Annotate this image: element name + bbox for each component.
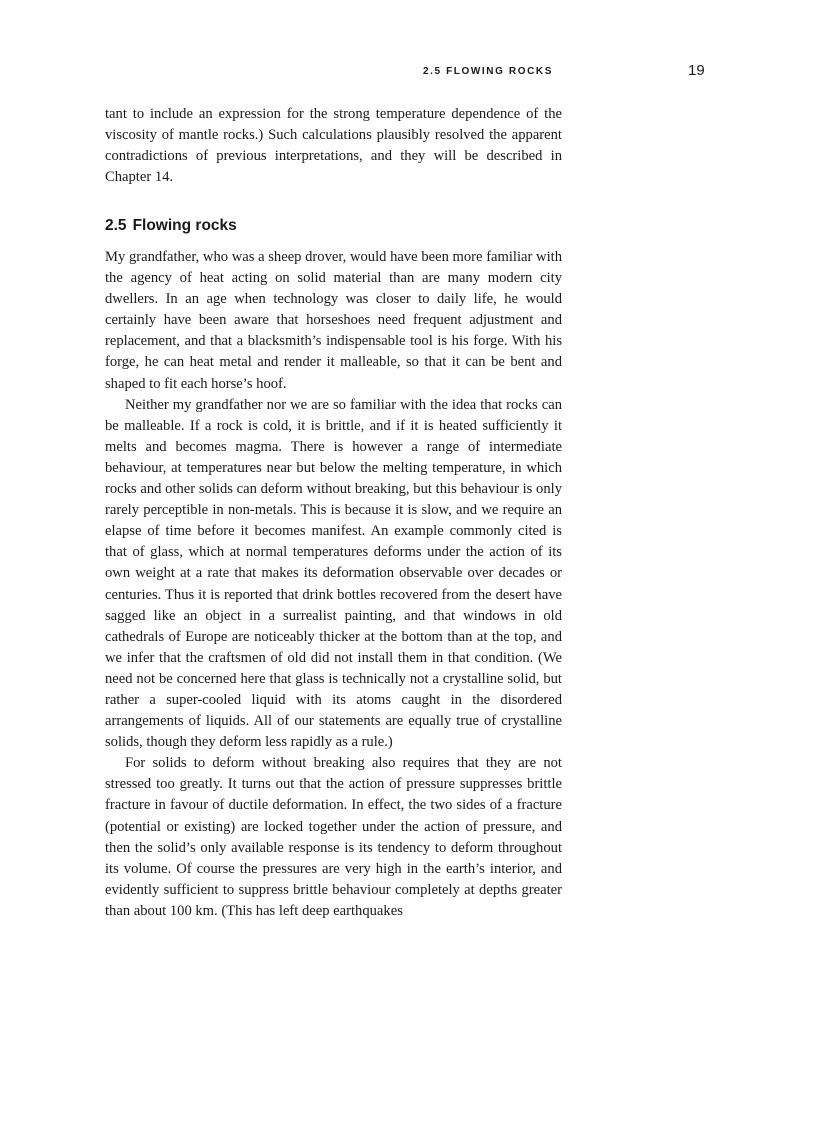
continuation-paragraph: tant to include an expression for the strong temperature dependence of the viscosity of mantle rocks.) Such calculations plausibly resolved the apparent contradictions of previous interpretations, and they will be described in Chapter 14. [105, 106, 562, 186]
page-number: 19 [688, 62, 705, 79]
section-number: 2.5 [105, 217, 127, 234]
section-body [105, 247, 562, 922]
body-paragraph-3: For solids to deform without breaking also requires that they are not stressed too greatly. It turns out that the action of pressure suppresses brittle fracture in favour of ductile deformation. In effect, the two sides of a fracture (potential or existing) are locked together under the action of pressure, and then the solid’s only available response is its tendency to deform throughout its volume. Of course the pressures are very high in the earth’s interior, and evidently sufficient to suppress brittle behaviour completely at depths greater than about 100 km. (This has left deep earthquakes [105, 755, 562, 919]
body-paragraph-2: Neither my grandfather nor we are so familiar with the idea that rocks can be malleable. If a rock is cold, it is brittle, and if it is heated sufficiently it melts and becomes magma. There is however a range of intermediate behaviour, at temperatures near but below the melting temperature, in which rocks and other solids can deform without breaking, but this behaviour is only rarely perceptible in non-metals. This is because it is slow, and we require an elapse of time before it becomes manifest. An example commonly cited is that of glass, which at normal temperatures deforms under the action of its own weight at a rate that makes its deformation observable over decades or centuries. Thus it is reported that drink bottles recovered from the desert have sagged like an object in a surrealist painting, and that windows in old cathedrals of Europe are noticeably thicker at the bottom than at the top, and we infer that the craftsmen of old did not install them in that condition. (We need not be concerned here that glass is technically not a crystalline solid, but rather a super-cooled liquid with its atoms caught in the disordered arrangements of liquids. All of our statements are equally true of crystalline solids, though they deform less rapidly as a rule.) [105, 396, 562, 751]
section-title: Flowing rocks [132, 217, 237, 234]
section-heading [105, 217, 237, 235]
body-paragraph-1: My grandfather, who was a sheep drover, would have been more familiar with the agency of heat acting on solid material than are many modern city dwellers. In an age when technology was closer to daily life, he would certainly have been aware that horseshoes need frequent adjustment and replacement, and that a blacksmith’s indispensable tool is his forge. With his forge, he can heat metal and render it malleable, so that it can be bent and shaped to fit each horse’s hoof. [105, 249, 562, 392]
running-head: 2.5 FLOWING ROCKS [423, 66, 553, 77]
continuation-block [105, 104, 562, 188]
